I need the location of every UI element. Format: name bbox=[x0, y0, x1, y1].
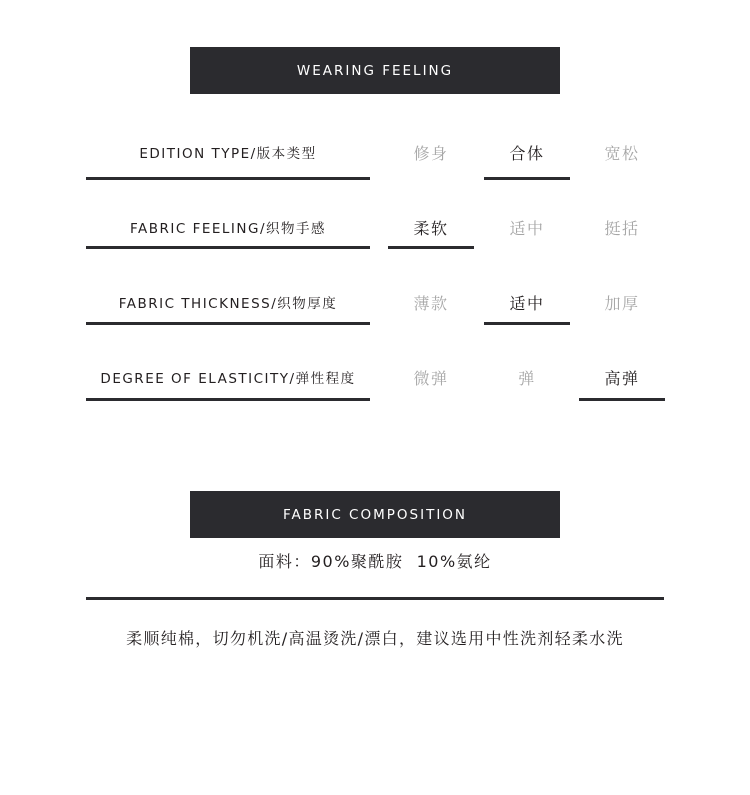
selected-underline bbox=[484, 177, 570, 180]
option-item: 宽松 bbox=[604, 143, 640, 163]
attribute-label: EDITION TYPE/版本类型 bbox=[139, 146, 317, 162]
wearing-feeling-title: WEARING FEELING bbox=[296, 62, 454, 79]
selected-underline bbox=[484, 322, 570, 325]
option-item-selected: 合体 bbox=[509, 143, 545, 163]
selected-underline bbox=[579, 398, 665, 401]
option-item: 微弹 bbox=[413, 368, 449, 388]
option-item-selected: 柔软 bbox=[413, 218, 449, 238]
label-underline bbox=[86, 398, 370, 401]
option-item-selected: 高弹 bbox=[604, 368, 640, 388]
label-underline bbox=[86, 246, 370, 249]
wearing-feeling-banner bbox=[190, 47, 560, 94]
option-item: 修身 bbox=[413, 143, 449, 163]
option-item: 加厚 bbox=[604, 293, 640, 313]
attribute-row-fabric-feeling bbox=[0, 212, 750, 272]
care-instructions: 柔顺纯棉，切勿机洗/高温烫洗/漂白，建议选用中性洗剂轻柔水洗 bbox=[126, 629, 624, 648]
composition-text: 面料：90%聚酰胺 10%氨纶 bbox=[258, 552, 492, 571]
selected-underline bbox=[388, 246, 474, 249]
option-item: 适中 bbox=[509, 218, 545, 238]
option-item: 弹 bbox=[518, 368, 536, 388]
attribute-row-elasticity bbox=[0, 362, 750, 422]
attribute-row-edition-type bbox=[0, 137, 750, 197]
section-divider bbox=[86, 597, 664, 600]
attribute-row-fabric-thickness bbox=[0, 287, 750, 347]
attribute-label: DEGREE OF ELASTICITY/弹性程度 bbox=[100, 371, 356, 387]
fabric-composition-title: FABRIC COMPOSITION bbox=[282, 506, 468, 523]
attribute-label: FABRIC THICKNESS/织物厚度 bbox=[118, 296, 338, 312]
attribute-label: FABRIC FEELING/织物手感 bbox=[129, 221, 327, 237]
label-underline bbox=[86, 177, 370, 180]
fabric-composition-banner bbox=[190, 491, 560, 538]
label-underline bbox=[86, 322, 370, 325]
option-item-selected: 适中 bbox=[509, 293, 545, 313]
option-item: 薄款 bbox=[413, 293, 449, 313]
option-item: 挺括 bbox=[604, 218, 640, 238]
